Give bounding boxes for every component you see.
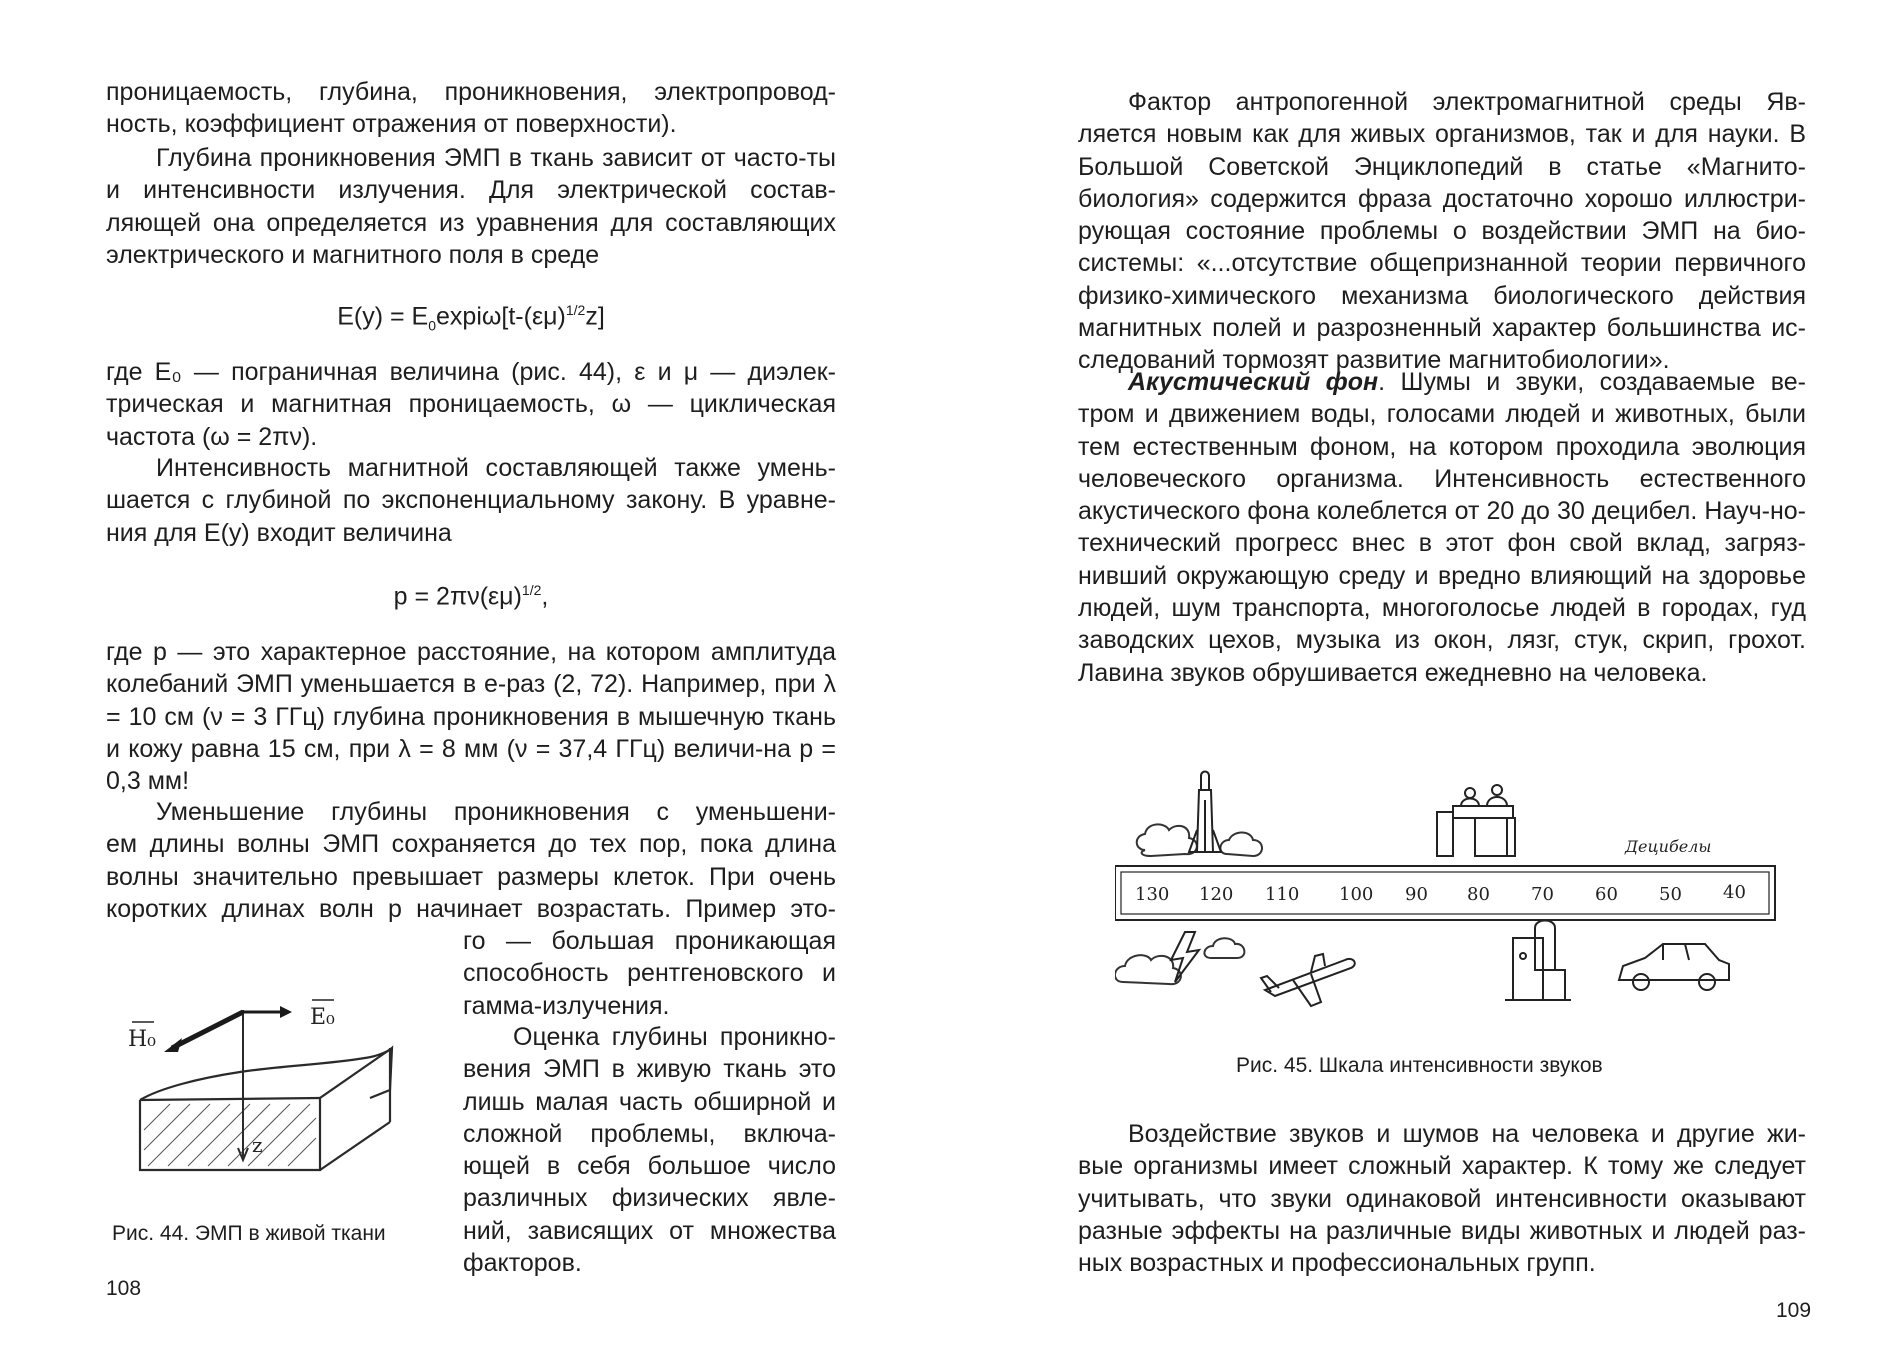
scale-value: 70: [1531, 884, 1554, 905]
figure-44-caption: Рис. 44. ЭМП в живой ткани: [112, 1222, 386, 1245]
figure-45-caption: Рис. 45. Шкала интенсивности звуков: [1236, 1054, 1603, 1077]
car-icon: [1619, 944, 1729, 990]
left-para-4-text: Интенсивность магнитной составляющей также умень-шается с глубиной по экспоненциальному закону. В уравне-ния для E(y) входит величина: [106, 454, 836, 547]
left-page: [0, 0, 940, 1363]
figure-44-drawing: [120, 980, 420, 1200]
right-para-2-text: [1078, 366, 1806, 689]
acoustic-background-heading: Акустический фон: [1128, 368, 1379, 396]
scale-value: 100: [1339, 884, 1374, 905]
left-para-3-text: где E₀ — пограничная величина (рис. 44), ε и μ — диэлек-трическая и магнитная проницаемость, ω — циклическая частота (ω = 2πν).: [106, 358, 836, 451]
scale-value: 110: [1265, 884, 1300, 905]
left-para-2: [106, 142, 836, 271]
left-para-6-line-3: волны значительно превышает размеры клеток. При очень: [106, 862, 836, 891]
formula-e-y-sup: 1/2: [565, 302, 586, 318]
formula-e-y-sub: 0: [428, 317, 437, 334]
left-para-6-line-1: Уменьшение глубины проникновения с уменьшени-: [156, 798, 836, 826]
left-para-6-tail-text: го — большая проникающая способность рентгеновского и гамма-излучения.: [463, 927, 836, 1020]
scale-value: 60: [1595, 884, 1618, 905]
formula-e-y-mid: expiω[t-(εμ): [436, 302, 566, 331]
figure-44-label-h: H₀: [128, 1027, 157, 1052]
tissue-block-outline: [140, 1048, 392, 1170]
formula-p-sup: 1/2: [521, 582, 542, 598]
tissue-side-bottom-edge: [320, 1122, 390, 1170]
left-para-7-text: Оценка глубины проникно-вения ЭМП в живую ткань это лишь малая часть обширной и сложной проблемы, включа-ющей в себя большое число различных физических явле-ний, зависящих от множества факторов.: [463, 1023, 836, 1278]
airplane-icon: [1261, 954, 1355, 1006]
formula-p-main: p = 2πν(εμ): [393, 582, 522, 611]
scale-value: 120: [1199, 884, 1234, 905]
scale-value: 50: [1659, 884, 1682, 905]
figure-45-drawing: [1115, 760, 1785, 1020]
left-para-6-line-4: коротких длинах волн p начинает возрастать. Пример это-: [106, 894, 836, 923]
right-para-2-body: . Шумы и звуки, создаваемые ве-тром и движением воды, голосами людей и животных, были тем естественным фоном, на котором проходила эволюция человеческого организма. Интенсивность естественного акустического фона колеблется от 20 до 30 децибел. Науч-но-технический прогресс внес в этот фон свой вклад, загряз-нивший окружающую среду и вредно влияющий на здоровье людей, шум транспорта, многоголосье людей в городах, гуд заводских цехов, музыка из окон, лязг, стук, скрип, грохот. Лавина звуков обрушивается ежедневно на человека.: [1078, 368, 1806, 687]
decibels-label: Децибелы: [1625, 837, 1712, 856]
left-para-6-tail: [463, 925, 836, 1022]
left-para-5-text: где p — это характерное расстояние, на котором амплитуда колебаний ЭМП уменьшается в е-раз (2, 72). Например, при λ = 10 см (ν = 3 ГГц) глубина проникновения в мышечную ткань и кожу равна 15 см, при λ = 8 мм (ν = 37,4 ГГц) величи-на p = 0,3 мм!: [106, 638, 836, 796]
lightning-icon: [1171, 932, 1199, 982]
right-para-1: [1078, 86, 1806, 377]
right-para-3: [1078, 1118, 1806, 1279]
right-page: [940, 0, 1896, 1363]
decibel-scale-values: [1135, 882, 1746, 905]
formula-e-y-lhs: E(y) = E: [337, 302, 429, 331]
figure-44-label-e: E₀: [310, 1005, 335, 1030]
tissue-front-top-edge: [140, 1098, 320, 1100]
scale-value: 130: [1135, 884, 1170, 905]
figure-44-label-z: z: [252, 1133, 263, 1157]
right-page-number: 109: [1776, 1299, 1812, 1322]
formula-e-y: [106, 294, 836, 341]
right-para-3-text: Воздействие звуков и шумов на человека и другие жи-вые организмы имеет сложный характер. К тому же следует учитывать, что звуки одинаковой интенсивности оказывают разные эффекты на различные виды животных и людей раз-ных возрастных и профессиональных групп.: [1078, 1120, 1806, 1278]
scale-value: 90: [1405, 884, 1428, 905]
rocket-icon: [1189, 772, 1221, 853]
formula-p-tail: ,: [541, 582, 549, 611]
right-para-1-text: Фактор антропогенной электромагнитной среды Яв-ляется новым как для живых организмов, так и для науки. В Большой Советской Энциклопедий в статье «Магнито-биология» содержится фраза достаточно хорошо иллюстри-рующая состояние проблемы о воздействии ЭМП на био-системы: «...отсутствие общепризнанной теории первичного физико-химического механизма биологического действия магнитных полей и разрозненный характер большинства ис-следований тормозят развитие магнитобиологии».: [1078, 88, 1806, 375]
left-page-number: 108: [106, 1277, 142, 1300]
left-para-6-line-2: ем длины волны ЭМП сохраняется до тех пор, пока длина: [106, 830, 836, 859]
left-para-5: [106, 636, 836, 797]
scale-value: 40: [1723, 882, 1746, 903]
left-para-3: [106, 356, 836, 453]
left-para-1: [106, 76, 836, 141]
h0-arrowhead: [164, 1038, 182, 1052]
cloud-icon: [1137, 824, 1197, 856]
scale-value: 80: [1467, 884, 1490, 905]
formula-p: [106, 574, 836, 612]
h0-arrow-line: [172, 1012, 243, 1048]
tissue-hatching: [144, 1104, 316, 1166]
factory-machines-icon: [1437, 785, 1515, 856]
left-para-7: [463, 1021, 836, 1279]
left-para-2-text: Глубина проникновения ЭМП в ткань зависит от часто-ты и интенсивности излучения. Для электрической состав-ляющей она определяется из уравнения для составляющих электрического и магнитного поля в среде: [106, 144, 836, 269]
left-para-6: [106, 796, 836, 925]
cloud-icon: [1220, 833, 1262, 857]
e0-arrowhead: [280, 1006, 292, 1018]
right-para-2: [1078, 366, 1806, 689]
left-para-1-line-2: ность, коэффициент отражения от поверхности).: [106, 110, 677, 139]
machine-icon: [1505, 921, 1571, 1001]
cloud-icon: [1204, 938, 1244, 958]
left-para-1-line-1: проницаемость, глубина, проникновения, электропровод-: [106, 78, 836, 106]
left-para-4: [106, 452, 836, 549]
formula-e-y-tail: z]: [585, 302, 605, 331]
